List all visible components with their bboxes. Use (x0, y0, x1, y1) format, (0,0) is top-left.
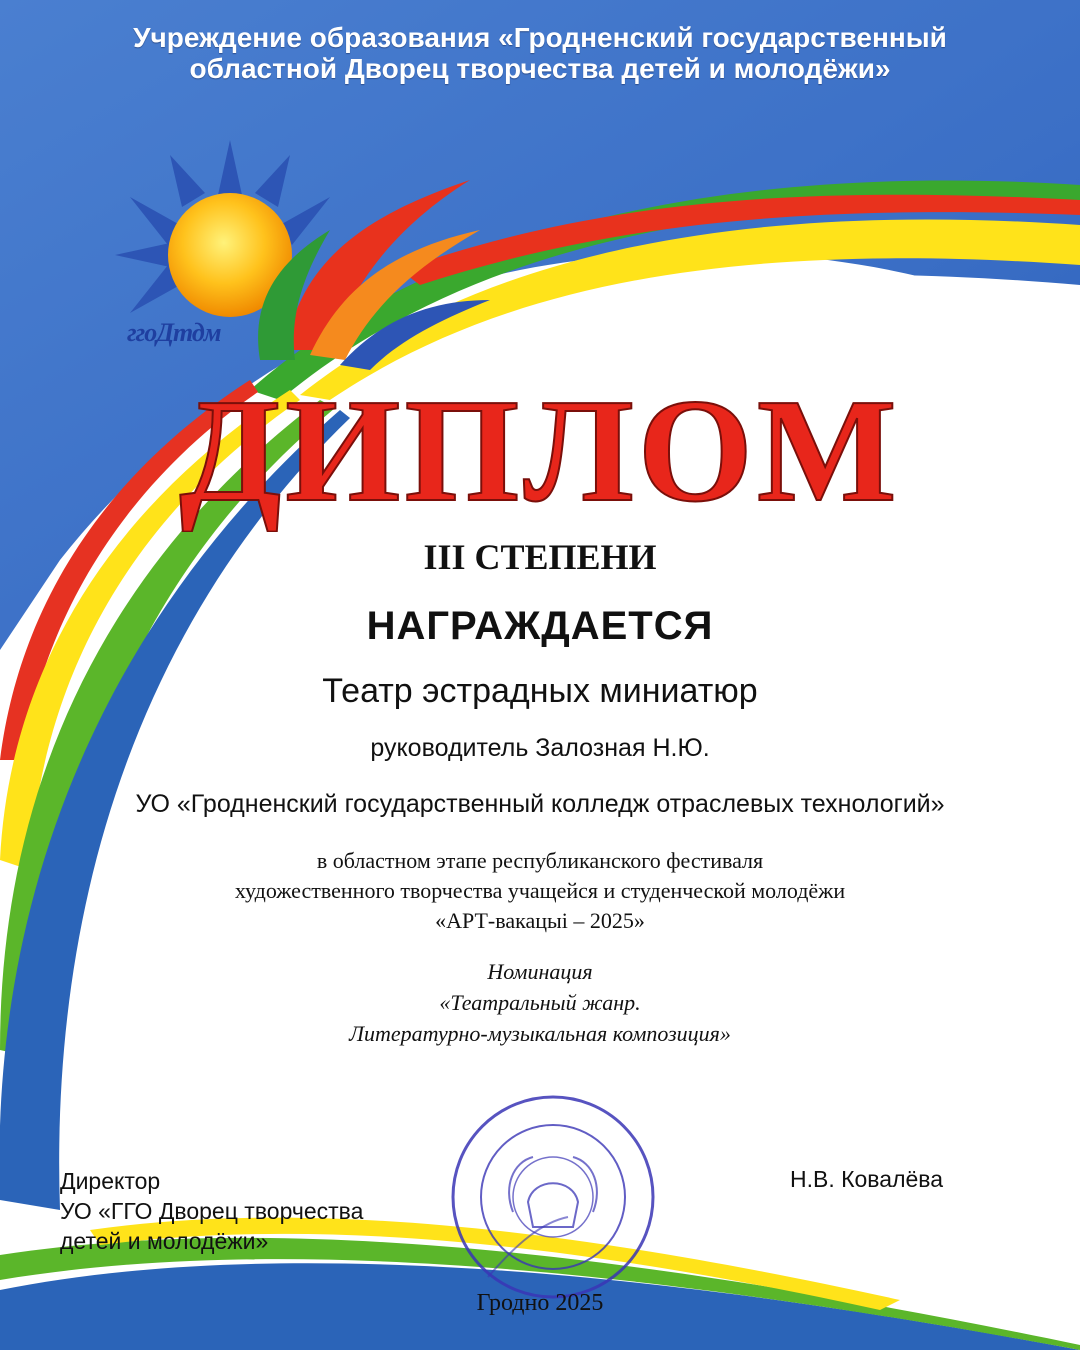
place-year: Гродно 2025 (476, 1290, 604, 1316)
header (0, 22, 1080, 84)
nomination-label: Номинация (487, 959, 593, 984)
organization-name: УО «Гродненский государственный колледж отраслевых технологий» (135, 790, 945, 818)
director-line-2: УО «ГГО Дворец творчества (60, 1198, 364, 1224)
header-line-2: областной Дворец творчества детей и молодёжи» (189, 53, 891, 84)
nomination-line-2: Литературно-музыкальная композиция» (349, 1021, 731, 1046)
nomination (0, 956, 1080, 1049)
awarded-label: НАГРАЖДАЕТСЯ (366, 604, 714, 648)
header-line-1: Учреждение образования «Гродненский государственный (133, 22, 947, 53)
diploma-title (0, 372, 1080, 532)
festival-line-3: «АРТ-вакацыі – 2025» (435, 908, 645, 933)
festival-line-1: в областном этапе республиканского фестиваля (316, 848, 764, 873)
director-line-1: Директор (60, 1168, 161, 1194)
official-seal (448, 1092, 658, 1302)
recipient-name: Театр эстрадных миниатюр (322, 672, 758, 710)
logo-text: ггоДтдм (127, 318, 221, 347)
director-line-3: детей и молодёжи» (60, 1228, 269, 1254)
director-block (60, 1166, 363, 1256)
diploma-title-text: ДИПЛОМ (179, 372, 901, 532)
signer-name: Н.В. Ковалёва (790, 1166, 944, 1192)
festival-line-2: художественного творчества учащейся и студенческой молодёжи (234, 878, 846, 903)
festival-description (0, 846, 1080, 936)
degree-label: III СТЕПЕНИ (423, 537, 657, 577)
nomination-line-1: «Театральный жанр. (439, 990, 641, 1015)
leader-name: руководитель Залозная Н.Ю. (370, 734, 710, 762)
